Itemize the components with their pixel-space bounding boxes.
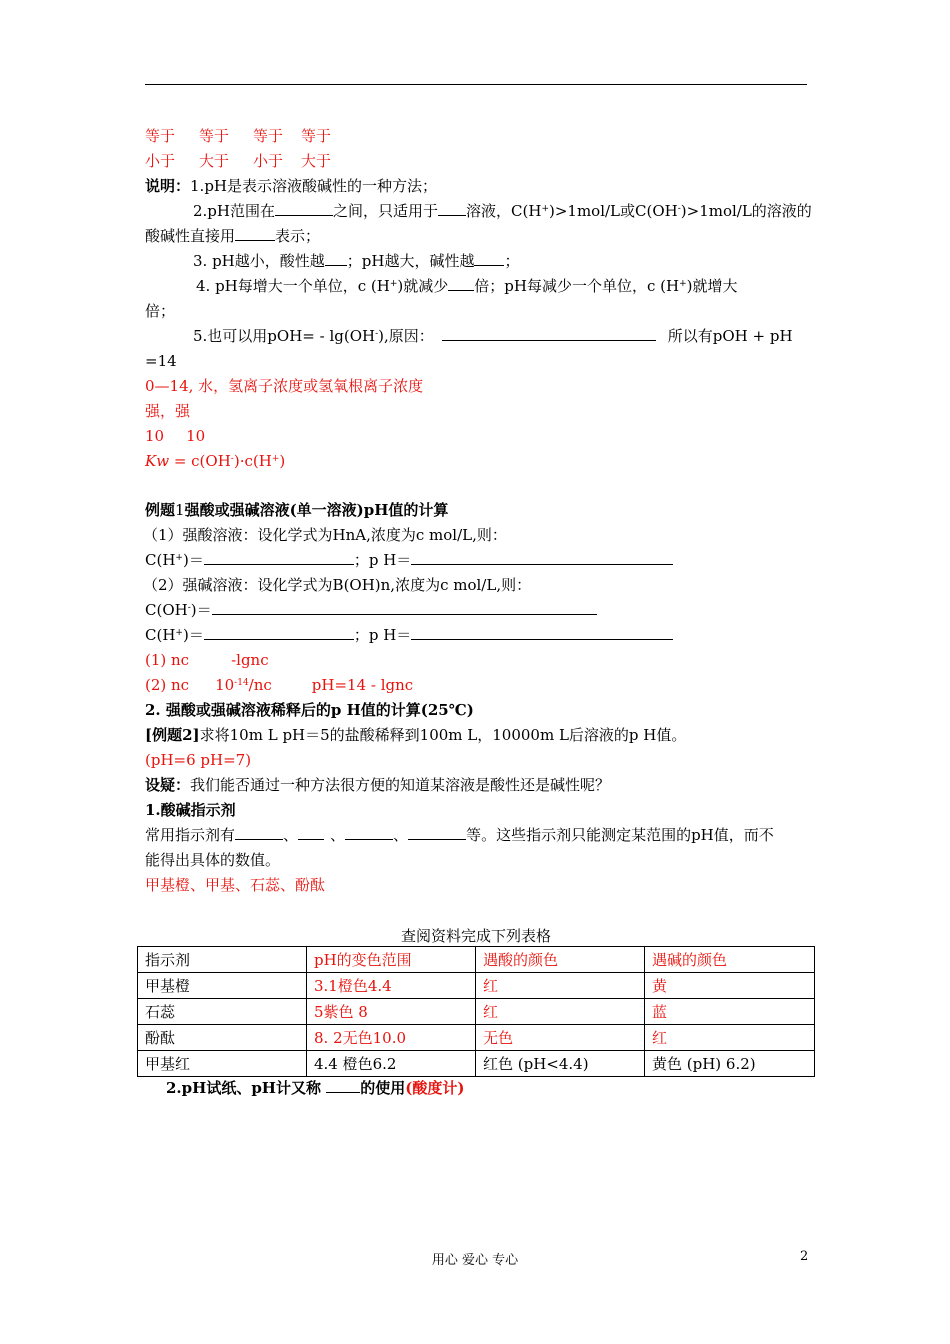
- table-caption: 查阅资料完成下列表格: [400, 927, 551, 945]
- table-cell: 无色: [476, 1025, 645, 1051]
- section3-text: 的使用: [360, 1079, 406, 1097]
- example1-q1: （1）强酸溶液：设化学式为HnA,浓度为c mol/L,则：: [143, 526, 507, 544]
- answer-row-1: [145, 126, 331, 146]
- table-cell: 8. 2无色10.0: [307, 1025, 476, 1051]
- answer-item: 等于: [253, 127, 284, 145]
- header-rule: [145, 84, 807, 85]
- explain-line-5: [193, 326, 793, 346]
- blank-line: [212, 600, 597, 615]
- superscript: +: [175, 628, 183, 638]
- explain-answer-2: 强，强: [145, 402, 191, 420]
- formula-text: C(H: [145, 626, 176, 644]
- table-cell: 红: [645, 1025, 815, 1051]
- answer-item: -lgnc: [231, 651, 269, 669]
- answer-item: pH=14 - lgnc: [311, 676, 414, 694]
- indicator-title: 1.酸碱指示剂: [145, 801, 236, 819]
- question-text: 我们能否通过一种方法很方便的知道某溶液是酸性还是碱性呢？: [190, 776, 611, 794]
- header-cell: 遇碱的颜色: [645, 947, 815, 973]
- page-number: 2: [800, 1249, 809, 1264]
- explain-text: ),原因：: [378, 327, 434, 345]
- answer-item: = c(OH: [169, 452, 231, 470]
- header-cell: 遇酸的颜色: [476, 947, 645, 973]
- section3-line: [166, 1078, 464, 1098]
- answer-item: 10: [145, 427, 165, 445]
- explain-text: )就增大: [686, 277, 738, 295]
- explain-text: ；: [504, 252, 520, 270]
- superscript: +: [541, 204, 549, 214]
- question-line: [145, 775, 610, 795]
- explain-text: 之间，只适用于: [333, 202, 439, 220]
- answer-item: (2) nc: [145, 676, 190, 694]
- section2-title: 2. 强酸或强碱溶液稀释后的p H值的计算(25℃): [145, 701, 474, 719]
- superscript: -14: [234, 678, 249, 688]
- blank-line: [325, 251, 347, 266]
- explain-text: )>1mol/L的溶液的: [680, 202, 812, 220]
- table-cell: 5紫色 8: [307, 999, 476, 1025]
- formula-text: C(H: [145, 551, 176, 569]
- superscript: +: [679, 279, 687, 289]
- explain-text: 5.也可以用pOH= - lg(OH: [193, 327, 376, 345]
- separator: 、: [283, 826, 299, 844]
- explain-text: )就减少: [397, 277, 449, 295]
- blank-line: [235, 226, 275, 241]
- indicator-line-1: [145, 825, 774, 845]
- blank-line: [275, 201, 333, 216]
- answer-item: 等于: [301, 127, 332, 145]
- explain-line-2b: [145, 226, 320, 246]
- table-cell: 红色 (pH<4.4): [476, 1051, 645, 1077]
- superscript: -: [677, 204, 681, 214]
- answer-item: )·c(H: [233, 452, 272, 470]
- explain-text: =14: [145, 352, 177, 370]
- example2-line: [145, 725, 686, 745]
- answer-item: 10: [186, 427, 206, 445]
- indicator-answer: 甲基橙、甲基、石蕊、酚酞: [145, 876, 326, 894]
- table-cell: 黄色 (pH) 6.2): [645, 1051, 815, 1077]
- table-row: [138, 1051, 815, 1077]
- explain-line-5b: [145, 351, 177, 371]
- example1-answer-1: [145, 650, 269, 670]
- blank-line: [438, 201, 466, 216]
- explain-text: 所以有pOH + pH: [667, 327, 793, 345]
- superscript: +: [271, 454, 280, 464]
- example2-answer: (pH=6 pH=7): [145, 751, 252, 769]
- superscript: +: [389, 279, 398, 289]
- explain-answer-4: [145, 451, 285, 471]
- blank-line: [448, 276, 474, 291]
- example1-q2: （2）强碱溶液：设化学式为B(OH)n,浓度为c mol/L,则：: [143, 576, 532, 594]
- explain-line-3: [193, 251, 519, 271]
- separator: 、: [393, 826, 409, 844]
- explain-answer-3: [145, 426, 205, 446]
- answer-item: 小于: [145, 152, 176, 170]
- table-cell: 4.4 橙色6.2: [307, 1051, 476, 1077]
- answer-row-2: [145, 151, 331, 171]
- table-row: [138, 999, 815, 1025]
- example1-formula-1: [145, 550, 673, 570]
- explain-text: 3. pH越小，酸性越: [193, 252, 325, 270]
- answer-item: 10: [215, 676, 235, 694]
- answer-item: /nc: [248, 676, 272, 694]
- answer-item: 大于: [199, 152, 230, 170]
- explain-answer-1: 0—14, 水，氢离子浓度或氢氧根离子浓度: [145, 377, 424, 395]
- indicator-table: [137, 946, 815, 1077]
- indicator-line-2: 能得出具体的数值。: [145, 851, 281, 869]
- formula-text: )＝: [182, 551, 204, 569]
- answer-item: 小于: [253, 152, 284, 170]
- example2-text: 求将10m L pH＝5的盐酸稀释到100m L，10000m L后溶液的p H值。: [199, 726, 687, 744]
- explain-text: 倍；: [145, 302, 176, 320]
- formula-text: ；p H＝: [353, 551, 412, 569]
- table-cell: 3.1橙色4.4: [307, 973, 476, 999]
- example1-title: [145, 500, 448, 520]
- blank-line: [326, 1078, 360, 1093]
- explain-text: 2.pH范围在: [193, 202, 275, 220]
- formula-text: C(OH: [145, 601, 188, 619]
- example1-formula-2: [145, 600, 597, 620]
- section3-answer: (酸度计): [405, 1079, 465, 1097]
- blank-line: [204, 550, 354, 565]
- title-text: 例题: [145, 501, 176, 519]
- blank-line: [235, 825, 283, 840]
- explain-text: 倍；pH每减少一个单位，c (H: [474, 277, 680, 295]
- answer-item: (1) nc: [145, 651, 190, 669]
- explain-line-4: [196, 276, 737, 296]
- explain-line-4b: [145, 301, 175, 321]
- section3-text: 2.pH试纸、pH计又称: [166, 1079, 327, 1097]
- blank-line: [411, 550, 673, 565]
- indicator-text: 等。这些指示剂只能测定某范围的pH值，而不: [466, 826, 774, 844]
- superscript: -: [230, 454, 234, 464]
- example1-answer-2: [145, 675, 413, 695]
- blank-line: [442, 326, 656, 341]
- header-cell: pH的变色范围: [307, 947, 476, 973]
- explain-line-2: [193, 201, 812, 221]
- blank-line: [298, 825, 324, 840]
- blank-line: [408, 825, 466, 840]
- blank-line: [474, 251, 504, 266]
- formula-text: )＝: [190, 601, 212, 619]
- separator: 、: [330, 826, 346, 844]
- question-label: 设疑：: [145, 776, 191, 794]
- kw-symbol: Kw: [145, 452, 170, 470]
- table-cell: 酚酞: [138, 1025, 307, 1051]
- explain-text: 酸碱性直接用: [145, 227, 236, 245]
- explain-label: 说明：: [145, 177, 191, 195]
- explain-text: 溶液，C(H: [466, 202, 542, 220]
- superscript: -: [187, 603, 191, 613]
- answer-item: 等于: [199, 127, 230, 145]
- table-cell: 石蕊: [138, 999, 307, 1025]
- explain-text: )>1mol/L或C(OH: [548, 202, 678, 220]
- title-text: 1: [175, 501, 185, 519]
- blank-line: [204, 625, 354, 640]
- table-header-row: [138, 947, 815, 973]
- formula-text: )＝: [182, 626, 204, 644]
- page-footer: 用心 爱心 专心: [431, 1253, 519, 1268]
- table-row: [138, 973, 815, 999]
- table-cell: 红: [476, 973, 645, 999]
- header-cell: 指示剂: [138, 947, 307, 973]
- answer-item: 等于: [145, 127, 176, 145]
- answer-item: 大于: [301, 152, 332, 170]
- table-row: [138, 1025, 815, 1051]
- formula-text: ；p H＝: [353, 626, 412, 644]
- table-cell: 甲基红: [138, 1051, 307, 1077]
- answer-item: ): [279, 452, 286, 470]
- explain-text: ；pH越大，碱性越: [346, 252, 475, 270]
- blank-line: [345, 825, 393, 840]
- table-cell: 黄: [645, 973, 815, 999]
- table-cell: 红: [476, 999, 645, 1025]
- table-cell: 蓝: [645, 999, 815, 1025]
- superscript: +: [175, 553, 183, 563]
- superscript: -: [375, 329, 379, 339]
- blank-line: [411, 625, 673, 640]
- explain-text: 4. pH每增大一个单位，c (H: [196, 277, 390, 295]
- example1-formula-3: [145, 625, 673, 645]
- title-text: 强酸或强碱溶液(单一溶液)pH值的计算: [184, 501, 449, 519]
- explain-line-1: [145, 176, 437, 196]
- explain-text: 1.pH是表示溶液酸碱性的一种方法；: [190, 177, 438, 195]
- table-cell: 甲基橙: [138, 973, 307, 999]
- explain-text: 表示；: [275, 227, 321, 245]
- indicator-text: 常用指示剂有: [145, 826, 236, 844]
- example2-label: [例题2]: [145, 726, 200, 744]
